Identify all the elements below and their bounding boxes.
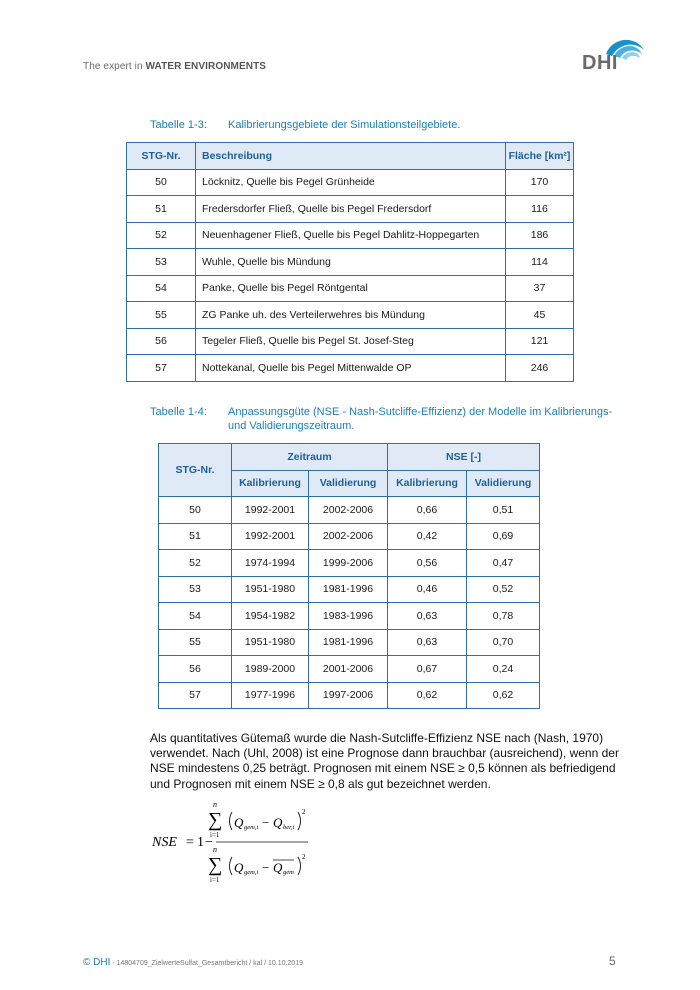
cell-beschreibung: ZG Panke uh. des Verteilerwehres bis Mündung [196, 302, 506, 329]
cell-nse-val: 0,52 [467, 576, 540, 603]
cell-zeitraum-kal: 1951-1980 [232, 629, 309, 656]
paren-right-den [298, 857, 301, 875]
cell-nse-val: 0,24 [467, 656, 540, 683]
table-row [159, 682, 540, 709]
cell-nse-val: 0,78 [467, 603, 540, 630]
cell-nse-kal: 0,46 [388, 576, 467, 603]
table2-caption-text [228, 405, 612, 433]
cell-stg: 53 [159, 576, 232, 603]
col-header-stg: STG-Nr. [127, 143, 196, 170]
cell-zeitraum-val: 1997-2006 [309, 682, 388, 709]
sum-lower-den: i=1 [210, 876, 220, 884]
cell-nse-kal: 0,63 [388, 629, 467, 656]
body-paragraph: Als quantitatives Gütemaß wurde die Nash-Sutcliffe-Effizienz NSE nach (Nash, 1970) verwendet. Nach (Uhl, 2008) ist eine Prognose dann brauchbar (ausreichend), wenn der NSE mindestens 0,25 beträgt. Prognosen mit einem NSE ≥ 0,5 können als befriedigend und Prognosen mit einem NSE ≥ 0,8 als gut bezeichnet werden. [150, 731, 619, 791]
cell-nse-kal: 0,67 [388, 656, 467, 683]
cell-zeitraum-kal: 1954-1982 [232, 603, 309, 630]
cell-zeitraum-val: 1983-1996 [309, 603, 388, 630]
table1-caption-text: Kalibrierungsgebiete der Simulationsteilgebiete. [228, 119, 461, 131]
table-row [159, 523, 540, 550]
cell-zeitraum-kal: 1974-1994 [232, 550, 309, 577]
cell-nse-kal: 0,42 [388, 523, 467, 550]
cell-zeitraum-kal: 1992-2001 [232, 523, 309, 550]
cell-stg: 52 [127, 222, 196, 249]
q-gem-den: Q [234, 860, 244, 875]
cell-stg: 53 [127, 249, 196, 276]
paren-right-num [298, 812, 301, 830]
q-mean-den: Q [273, 860, 283, 875]
table-row [127, 249, 574, 276]
calibration-areas-table [126, 142, 574, 382]
cell-flaeche: 170 [506, 169, 574, 196]
cell-nse-kal: 0,62 [388, 682, 467, 709]
cell-zeitraum-val: 1999-2006 [309, 550, 388, 577]
sum-sign-den: ∑ [208, 854, 223, 876]
formula-minus: − [205, 835, 213, 850]
sub-gem-i-num: gem,i [244, 824, 259, 831]
table1-caption-number: Tabelle 1-3: [150, 119, 207, 131]
cell-nse-val: 0,51 [467, 497, 540, 524]
cell-stg: 50 [127, 169, 196, 196]
table-header-row [159, 444, 540, 471]
cell-nse-val: 0,62 [467, 682, 540, 709]
sum-upper-num: n [213, 800, 217, 809]
cell-zeitraum-kal: 1951-1980 [232, 576, 309, 603]
cell-zeitraum-val: 2001-2006 [309, 656, 388, 683]
cell-flaeche: 121 [506, 328, 574, 355]
table-row [159, 629, 540, 656]
cell-beschreibung: Löcknitz, Quelle bis Pegel Grünheide [196, 169, 506, 196]
q-ber-num: Q [273, 815, 283, 830]
cell-zeitraum-kal: 1992-2001 [232, 497, 309, 524]
cell-zeitraum-val: 1981-1996 [309, 629, 388, 656]
table-row [127, 222, 574, 249]
table2-caption-line2: und Validierungszeitraum. [228, 420, 355, 432]
table-row [159, 656, 540, 683]
footer [83, 957, 303, 968]
col-header-zeitraum-kalibrierung: Kalibrierung [232, 470, 309, 497]
minus-num: − [262, 815, 270, 830]
cell-beschreibung: Nottekanal, Quelle bis Pegel Mittenwalde OP [196, 355, 506, 382]
table2-caption-line1: Anpassungsgüte (NSE - Nash-Sutcliffe-Effizienz) der Modelle im Kalibrierungs- [228, 406, 613, 418]
cell-beschreibung: Neuenhagener Fließ, Quelle bis Pegel Dahlitz-Hoppegarten [196, 222, 506, 249]
table1-caption [150, 118, 610, 132]
cell-flaeche: 45 [506, 302, 574, 329]
cell-nse-kal: 0,56 [388, 550, 467, 577]
cell-nse-kal: 0,63 [388, 603, 467, 630]
cell-stg: 52 [159, 550, 232, 577]
col-header-flaeche: Fläche [km²] [506, 143, 574, 170]
sub-ber-i-num: ber,i [283, 824, 295, 831]
nse-formula [150, 800, 350, 892]
table-row [159, 497, 540, 524]
cell-stg: 55 [159, 629, 232, 656]
cell-nse-val: 0,70 [467, 629, 540, 656]
cell-zeitraum-kal: 1977-1996 [232, 682, 309, 709]
col-header-stg: STG-Nr. [159, 444, 232, 497]
cell-stg: 56 [127, 328, 196, 355]
col-header-zeitraum-validierung: Validierung [309, 470, 388, 497]
table-row [127, 196, 574, 223]
footer-copyright: © DHI [83, 957, 111, 968]
cell-stg: 55 [127, 302, 196, 329]
col-header-beschreibung: Beschreibung [196, 143, 506, 170]
cell-stg: 51 [159, 523, 232, 550]
cell-beschreibung: Panke, Quelle bis Pegel Röntgental [196, 275, 506, 302]
sub-gem-i-den: gem,i [244, 869, 259, 876]
col-header-nse-validierung: Validierung [467, 470, 540, 497]
table-row [159, 576, 540, 603]
sum-lower-num: i=1 [210, 831, 220, 839]
cell-stg: 56 [159, 656, 232, 683]
cell-flaeche: 37 [506, 275, 574, 302]
table-row [159, 603, 540, 630]
cell-nse-val: 0,69 [467, 523, 540, 550]
q-gem-num: Q [234, 815, 244, 830]
cell-stg: 57 [159, 682, 232, 709]
cell-flaeche: 116 [506, 196, 574, 223]
cell-zeitraum-val: 2002-2006 [309, 497, 388, 524]
paren-left-num [230, 812, 233, 830]
cell-stg: 54 [127, 275, 196, 302]
cell-beschreibung: Fredersdorfer Fließ, Quelle bis Pegel Fredersdorf [196, 196, 506, 223]
sub-gem-den: gem [283, 869, 294, 876]
col-header-nse: NSE [-] [388, 444, 540, 471]
cell-stg: 50 [159, 497, 232, 524]
table2-caption-number: Tabelle 1-4: [150, 406, 207, 418]
sum-sign-num: ∑ [208, 809, 223, 831]
tagline-bold: WATER ENVIRONMENTS [145, 61, 267, 72]
cell-zeitraum-val: 1981-1996 [309, 576, 388, 603]
paren-left-den [230, 857, 233, 875]
tagline-prefix: The expert in [83, 61, 146, 72]
table2-caption [150, 405, 620, 435]
table-row [127, 355, 574, 382]
nse-table [158, 443, 540, 709]
cell-zeitraum-val: 2002-2006 [309, 523, 388, 550]
cell-nse-kal: 0,66 [388, 497, 467, 524]
cell-zeitraum-kal: 1989-2000 [232, 656, 309, 683]
cell-stg: 54 [159, 603, 232, 630]
formula-equals: = [186, 835, 194, 850]
cell-flaeche: 246 [506, 355, 574, 382]
table-header-row [127, 143, 574, 170]
table-row [159, 550, 540, 577]
col-header-zeitraum: Zeitraum [232, 444, 388, 471]
page-number: 5 [609, 954, 616, 968]
cell-nse-val: 0,47 [467, 550, 540, 577]
cell-stg: 57 [127, 355, 196, 382]
square-num: 2 [302, 808, 306, 816]
table-row [127, 169, 574, 196]
table-row [127, 328, 574, 355]
formula-one: 1 [197, 835, 204, 850]
minus-den: − [262, 860, 270, 875]
cell-stg: 51 [127, 196, 196, 223]
cell-beschreibung: Tegeler Fließ, Quelle bis Pegel St. Josef-Steg [196, 328, 506, 355]
table-row [127, 302, 574, 329]
cell-beschreibung: Wuhle, Quelle bis Mündung [196, 249, 506, 276]
footer-doc: - 14804709_ZielwerteSulfat_Gesamtbericht / kal / 10.10.2019 [110, 960, 303, 967]
sum-upper-den: n [213, 845, 217, 854]
cell-flaeche: 114 [506, 249, 574, 276]
logo-text: DHI [582, 52, 618, 74]
table-row [127, 275, 574, 302]
col-header-nse-kalibrierung: Kalibrierung [388, 470, 467, 497]
square-den: 2 [302, 853, 306, 861]
cell-flaeche: 186 [506, 222, 574, 249]
header-tagline [83, 61, 266, 72]
formula-lhs: NSE [152, 835, 177, 850]
